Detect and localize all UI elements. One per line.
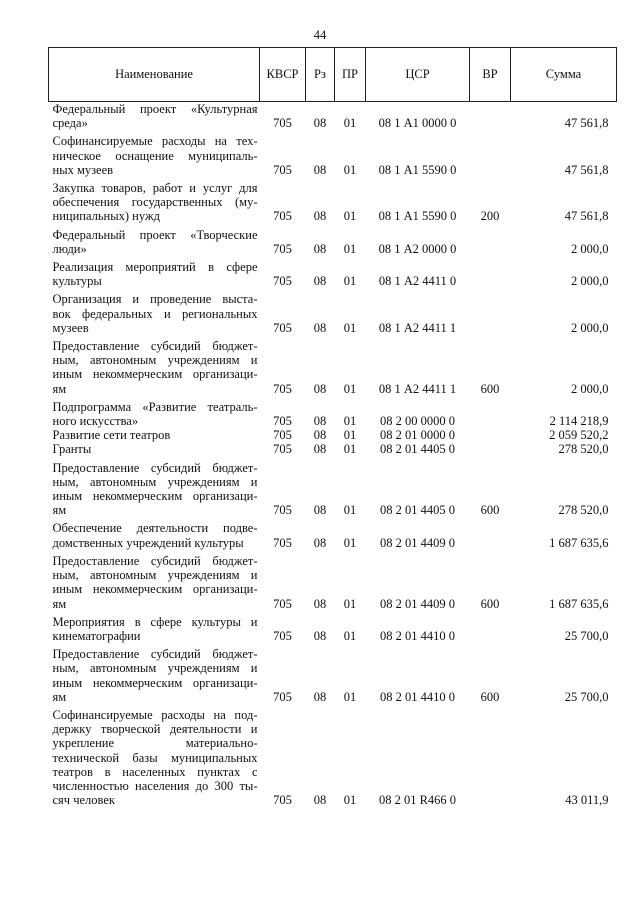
row-name xyxy=(49,550,260,611)
row-name-line: ниципальных) нужд xyxy=(52,209,160,224)
row-rz: 08 xyxy=(313,535,327,550)
col-header-pr: ПР xyxy=(335,48,366,102)
row-vr xyxy=(470,288,511,335)
row-name-line: ного искусства» xyxy=(52,414,139,429)
row-vr: 600 xyxy=(480,503,500,518)
row-csr: 08 2 01 0000 0 xyxy=(380,428,455,443)
row-name-line: технической базы муниципальных xyxy=(52,750,258,765)
row-name-line: Закупка товаров, работ и услуг для xyxy=(52,181,258,196)
row-rz: 08 xyxy=(313,162,327,177)
row-name xyxy=(49,704,260,807)
col-header-name: Наименование xyxy=(49,48,260,102)
row-kvsr: 705 xyxy=(273,442,292,457)
row-csr: 08 1 А2 4411 1 xyxy=(378,381,457,396)
row-name-line: Подпрограмма «Развитие театраль- xyxy=(52,399,258,414)
row-csr: 08 2 01 4405 0 xyxy=(380,442,455,457)
row-rz: 08 xyxy=(313,503,327,518)
table-row xyxy=(49,428,617,442)
row-sum: 2 059 520,2 xyxy=(549,428,609,443)
row-kvsr: 705 xyxy=(273,320,292,335)
row-sum: 2 000,0 xyxy=(571,274,609,289)
row-kvsr: 705 xyxy=(273,503,292,518)
row-name-line: музеев xyxy=(52,320,89,335)
row-sum: 1 687 635,6 xyxy=(549,596,609,611)
row-rz: 08 xyxy=(313,209,327,224)
table-row xyxy=(49,442,617,456)
row-name-line: ям xyxy=(52,596,67,611)
row-rz: 08 xyxy=(313,793,327,808)
row-name-line: укрепление материально- xyxy=(52,736,258,751)
row-csr: 08 2 01 4410 0 xyxy=(380,628,455,643)
row-name-line: Предоставление субсидий бюджет- xyxy=(52,339,258,354)
row-kvsr: 705 xyxy=(273,274,292,289)
row-pr: 01 xyxy=(343,596,357,611)
row-name-line: кинематографии xyxy=(52,628,141,643)
row-sum: 2 114 218,9 xyxy=(549,414,609,429)
row-pr: 01 xyxy=(343,793,357,808)
row-name-line: иным некоммерческим организаци- xyxy=(52,582,258,597)
row-name-line: домственных учреждений культуры xyxy=(52,535,244,550)
row-vr xyxy=(470,428,511,442)
row-kvsr: 705 xyxy=(273,162,292,177)
row-name-line: Реализация мероприятий в сфере xyxy=(52,260,258,275)
row-vr: 600 xyxy=(480,381,500,396)
row-name xyxy=(49,428,260,442)
row-name-line: ным, автономным учреждениям и xyxy=(52,474,258,489)
row-kvsr: 705 xyxy=(273,116,292,131)
row-vr: 200 xyxy=(480,209,500,224)
col-header-sum: Сумма xyxy=(511,48,617,102)
row-vr: 600 xyxy=(480,596,500,611)
col-header-rz: Рз xyxy=(306,48,335,102)
row-name-line: ническое оснащение муниципаль- xyxy=(52,148,258,163)
row-name-line: сяч человек xyxy=(52,793,115,808)
row-rz: 08 xyxy=(313,381,327,396)
row-pr: 01 xyxy=(343,116,357,131)
table-row xyxy=(49,517,617,549)
row-name-line: ным, автономным учреждениям и xyxy=(52,568,258,583)
table-row xyxy=(49,177,617,224)
row-vr xyxy=(470,102,511,131)
row-name xyxy=(49,442,260,456)
row-name xyxy=(49,611,260,643)
row-rz: 08 xyxy=(313,596,327,611)
row-name-line: держку творческой деятельности и xyxy=(52,722,258,737)
row-rz: 08 xyxy=(313,428,327,443)
row-name-line: ям xyxy=(52,689,67,704)
row-sum: 278 520,0 xyxy=(558,503,609,518)
row-name-line: Гранты xyxy=(52,442,92,457)
row-pr: 01 xyxy=(343,381,357,396)
row-kvsr: 705 xyxy=(273,535,292,550)
row-rz: 08 xyxy=(313,274,327,289)
row-vr xyxy=(470,396,511,428)
row-vr xyxy=(470,517,511,549)
row-rz: 08 xyxy=(313,628,327,643)
row-rz: 08 xyxy=(313,320,327,335)
row-pr: 01 xyxy=(343,503,357,518)
row-name-line: вок федеральных и региональных xyxy=(52,306,258,321)
row-sum: 2 000,0 xyxy=(571,320,609,335)
row-sum: 47 561,8 xyxy=(564,209,609,224)
table-body xyxy=(49,102,617,808)
row-name-line: культуры xyxy=(52,274,102,289)
row-vr xyxy=(470,442,511,456)
row-csr: 08 2 01 4405 0 xyxy=(380,503,455,518)
row-sum: 47 561,8 xyxy=(564,116,609,131)
row-name-line: иным некоммерческим организаци- xyxy=(52,489,258,504)
table-row xyxy=(49,704,617,807)
row-pr: 01 xyxy=(343,442,357,457)
row-sum: 25 700,0 xyxy=(564,628,609,643)
row-sum: 2 000,0 xyxy=(571,381,609,396)
row-kvsr: 705 xyxy=(273,428,292,443)
row-sum: 43 011,9 xyxy=(565,793,609,808)
table-row xyxy=(49,643,617,704)
row-sum: 25 700,0 xyxy=(564,689,609,704)
table-row xyxy=(49,611,617,643)
row-name xyxy=(49,177,260,224)
row-name xyxy=(49,130,260,177)
col-header-vr: ВР xyxy=(470,48,511,102)
page-number: 44 xyxy=(313,28,327,42)
row-name-line: ным, автономным учреждениям и xyxy=(52,353,258,368)
row-name-line: численностью населения до 300 ты- xyxy=(52,778,258,793)
row-name xyxy=(49,457,260,518)
row-name-line: ям xyxy=(52,503,67,518)
row-name xyxy=(49,288,260,335)
row-kvsr: 705 xyxy=(273,209,292,224)
row-name-line: Обеспечение деятельности подве- xyxy=(52,521,258,536)
row-rz: 08 xyxy=(313,241,327,256)
row-sum: 2 000,0 xyxy=(571,241,609,256)
row-vr xyxy=(470,611,511,643)
row-vr xyxy=(470,704,511,807)
row-name xyxy=(49,643,260,704)
row-name-line: иным некоммерческим организаци- xyxy=(52,367,258,382)
row-name-line: люди» xyxy=(52,241,87,256)
row-pr: 01 xyxy=(343,414,357,429)
row-csr: 08 1 А2 0000 0 xyxy=(378,241,457,256)
table-header-row xyxy=(49,48,617,102)
row-name-line: среда» xyxy=(52,116,88,131)
row-pr: 01 xyxy=(343,689,357,704)
row-csr: 08 2 00 0000 0 xyxy=(380,414,455,429)
row-name xyxy=(49,335,260,396)
row-csr: 08 1 А1 5590 0 xyxy=(378,162,457,177)
row-name-line: Развитие сети театров xyxy=(52,428,171,443)
row-pr: 01 xyxy=(343,535,357,550)
row-name-line: Федеральный проект «Культурная xyxy=(52,102,258,116)
table-row xyxy=(49,224,617,256)
row-name-line: ным, автономным учреждениям и xyxy=(52,661,258,676)
row-csr: 08 2 01 4409 0 xyxy=(380,596,455,611)
row-pr: 01 xyxy=(343,274,357,289)
row-name-line: Предоставление субсидий бюджет- xyxy=(52,647,258,662)
row-vr xyxy=(470,224,511,256)
row-pr: 01 xyxy=(343,241,357,256)
row-rz: 08 xyxy=(313,414,327,429)
col-header-csr: ЦСР xyxy=(366,48,470,102)
row-name-line: Софинансируемые расходы на тех- xyxy=(52,134,258,149)
row-vr: 600 xyxy=(480,689,500,704)
col-header-kvsr: КВСР xyxy=(260,48,306,102)
row-name-line: ям xyxy=(52,381,67,396)
row-name xyxy=(49,102,260,131)
row-vr xyxy=(470,130,511,177)
row-name-line: Предоставление субсидий бюджет- xyxy=(52,460,258,475)
row-name-line: Федеральный проект «Творческие xyxy=(52,227,258,242)
table-row xyxy=(49,457,617,518)
row-rz: 08 xyxy=(313,116,327,131)
table-row xyxy=(49,256,617,288)
table-row xyxy=(49,550,617,611)
table-row xyxy=(49,396,617,428)
row-name-line: обеспечения государственных (му- xyxy=(52,195,258,210)
row-csr: 08 1 А2 4411 1 xyxy=(378,320,457,335)
row-name-line: Софинансируемые расходы на под- xyxy=(52,707,258,722)
row-name-line: иным некоммерческим организаци- xyxy=(52,675,258,690)
row-kvsr: 705 xyxy=(273,689,292,704)
budget-table xyxy=(48,47,617,807)
row-kvsr: 705 xyxy=(273,628,292,643)
row-pr: 01 xyxy=(343,628,357,643)
row-csr: 08 1 А1 5590 0 xyxy=(378,209,457,224)
row-kvsr: 705 xyxy=(273,414,292,429)
row-csr: 08 2 01 4409 0 xyxy=(380,535,455,550)
row-name xyxy=(49,256,260,288)
row-pr: 01 xyxy=(343,209,357,224)
row-name-line: Предоставление субсидий бюджет- xyxy=(52,553,258,568)
row-name-line: Мероприятия в сфере культуры и xyxy=(52,614,258,629)
row-name xyxy=(49,517,260,549)
row-rz: 08 xyxy=(313,689,327,704)
row-pr: 01 xyxy=(343,428,357,443)
table-row xyxy=(49,335,617,396)
row-kvsr: 705 xyxy=(273,596,292,611)
row-rz: 08 xyxy=(313,442,327,457)
row-kvsr: 705 xyxy=(273,793,292,808)
row-vr xyxy=(470,256,511,288)
table-row xyxy=(49,102,617,131)
row-pr: 01 xyxy=(343,162,357,177)
row-sum: 1 687 635,6 xyxy=(549,535,609,550)
table-row xyxy=(49,288,617,335)
row-name-line: театров в населенных пунктах с xyxy=(52,764,258,779)
row-kvsr: 705 xyxy=(273,381,292,396)
row-name-line: Организация и проведение выста- xyxy=(52,292,258,307)
row-csr: 08 1 А2 4411 0 xyxy=(378,274,457,289)
row-name-line: ных музеев xyxy=(52,162,114,177)
row-sum: 47 561,8 xyxy=(564,162,609,177)
row-kvsr: 705 xyxy=(273,241,292,256)
row-csr: 08 2 01 R466 0 xyxy=(378,793,457,808)
row-pr: 01 xyxy=(343,320,357,335)
row-csr: 08 2 01 4410 0 xyxy=(380,689,455,704)
table-row xyxy=(49,130,617,177)
row-name xyxy=(49,396,260,428)
row-name xyxy=(49,224,260,256)
row-csr: 08 1 А1 0000 0 xyxy=(378,116,457,131)
row-sum: 278 520,0 xyxy=(558,442,609,457)
